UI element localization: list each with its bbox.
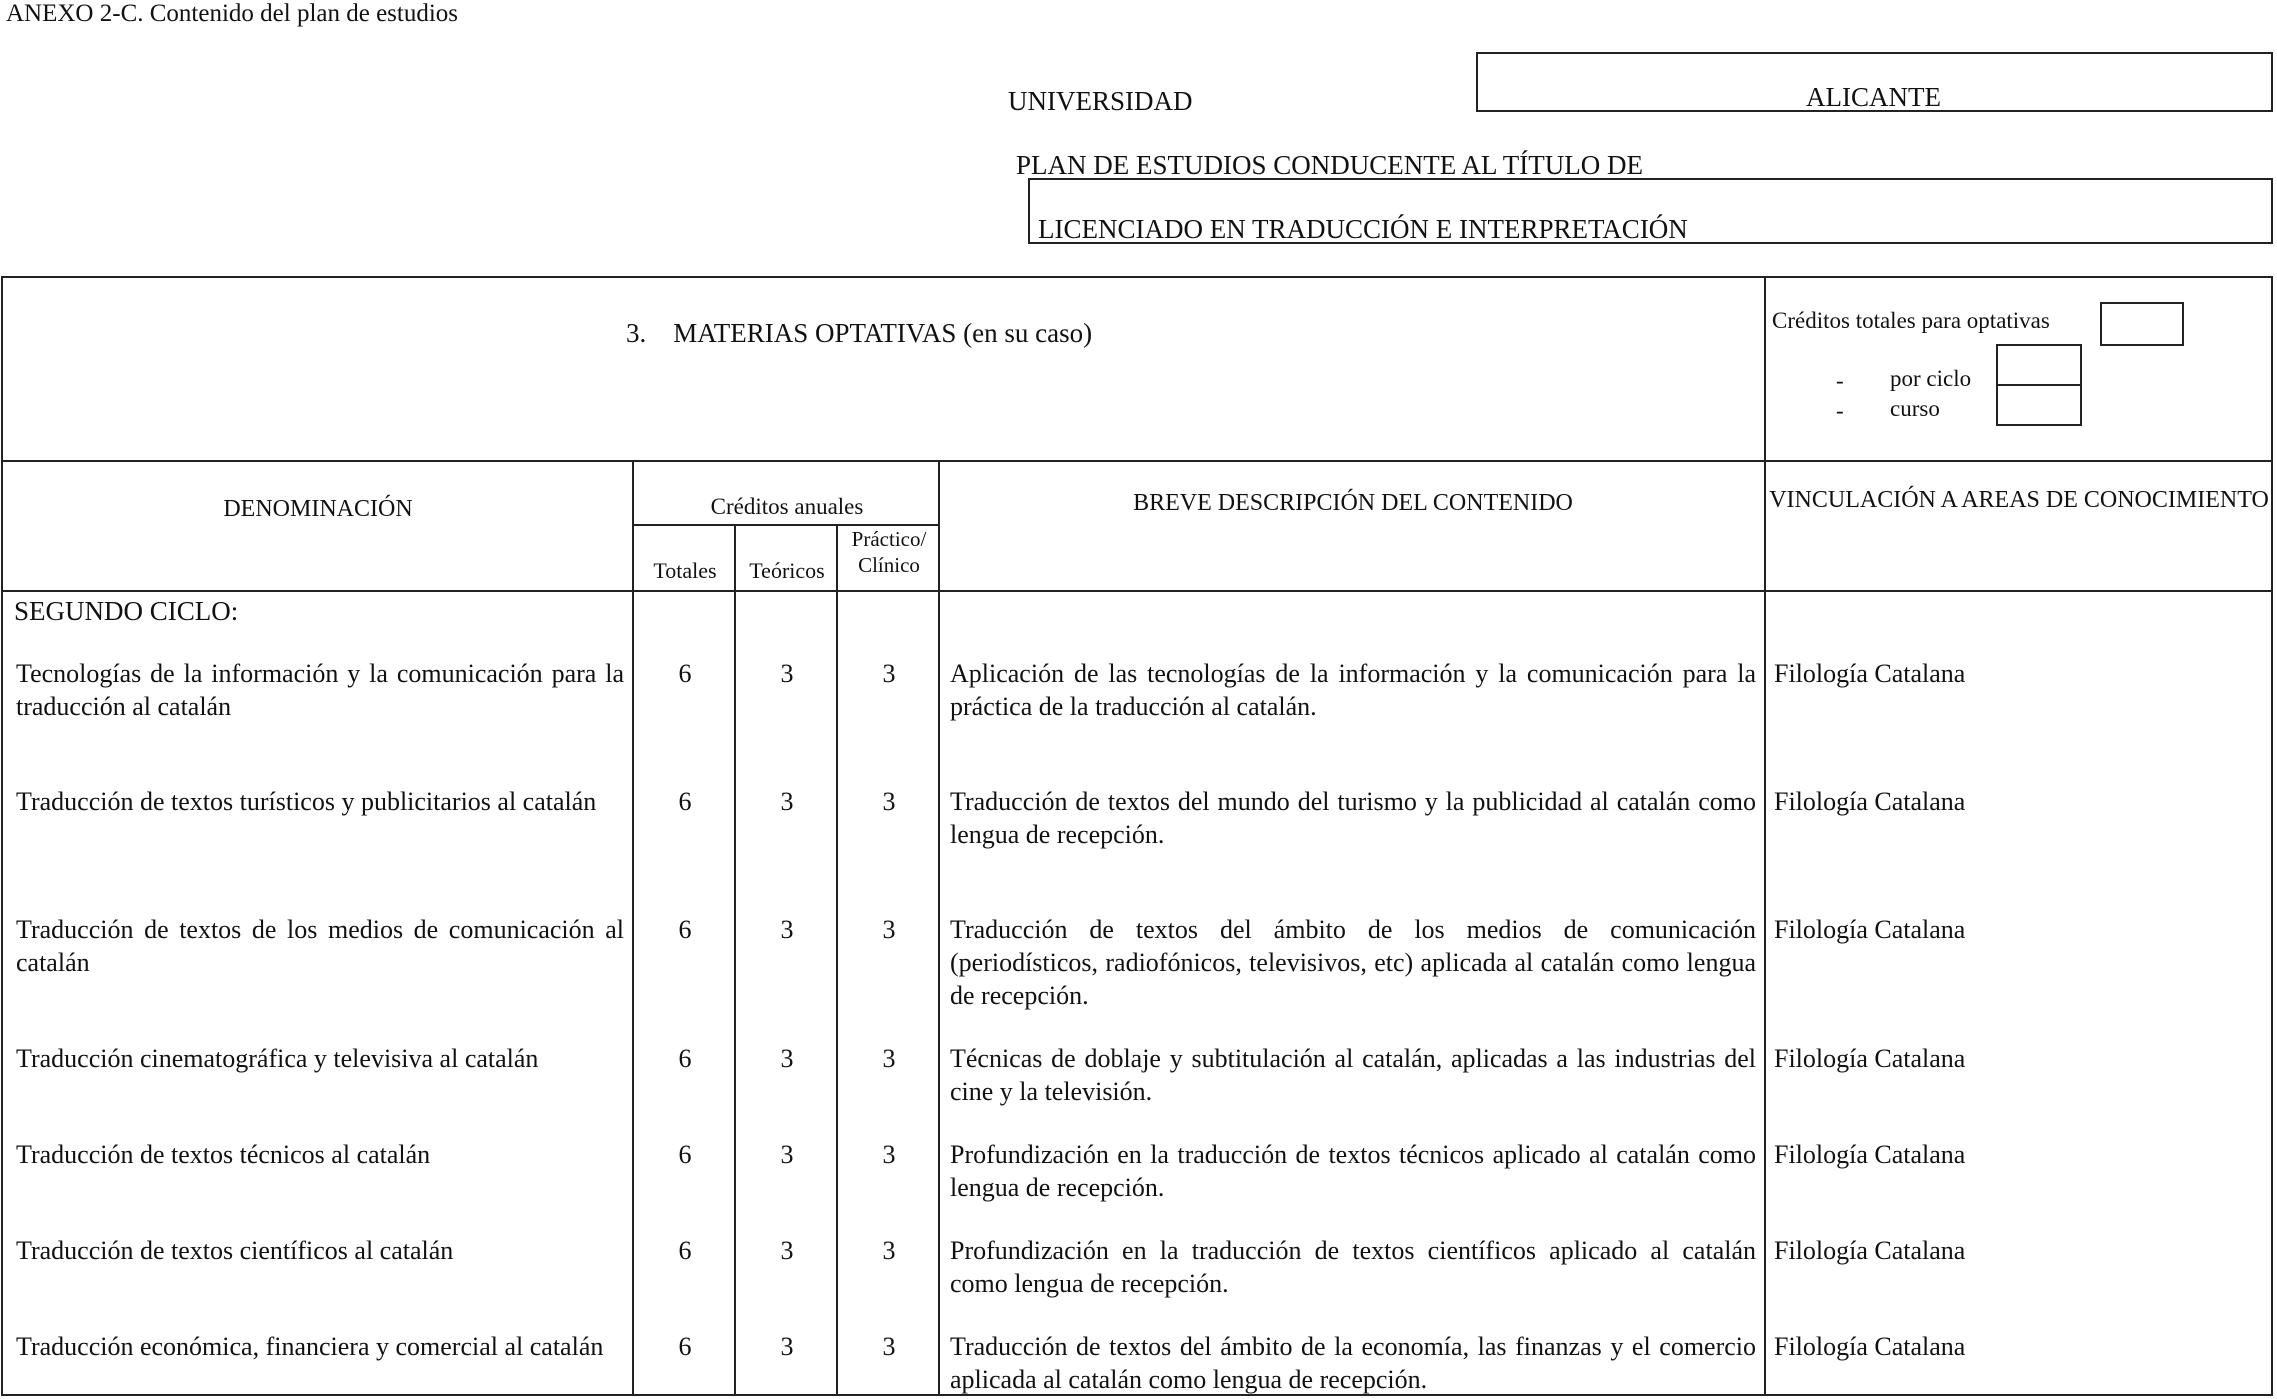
credits-totales: 6 xyxy=(678,1044,692,1073)
course-name: Traducción económica, financiera y comercial al catalán xyxy=(16,1332,604,1361)
credits-practicos: 3 xyxy=(882,1140,896,1169)
credits-teoricos: 3 xyxy=(780,915,794,944)
table-divider xyxy=(1,460,2273,462)
university-label: UNIVERSIDAD xyxy=(1008,86,1193,116)
credits-teoricos: 3 xyxy=(780,787,794,816)
credits-totales: 6 xyxy=(678,1236,692,1265)
cycle-course-box-divider xyxy=(1996,384,2082,386)
knowledge-area: Filología Catalana xyxy=(1774,1044,1966,1073)
credits-total-label: Créditos totales para optativas xyxy=(1772,308,2050,333)
course-description: Traducción de textos del ámbito de la economía, las finanzas y el comercio aplicada al catalán como lengua de recepción. xyxy=(950,1332,1756,1394)
credits-totales: 6 xyxy=(678,915,692,944)
course-name: Traducción de textos técnicos al catalán xyxy=(16,1140,431,1169)
table-divider xyxy=(1764,276,1766,1396)
section-heading: 3. MATERIAS OPTATIVAS (en su caso) xyxy=(626,318,1093,348)
column-header-practico: Práctico/ Clínico xyxy=(851,527,927,577)
credits-teoricos: 3 xyxy=(780,1140,794,1169)
course-name: Tecnologías de la información y la comunicación para la traducción al catalán xyxy=(16,659,624,721)
por-ciclo-label: por ciclo xyxy=(1890,366,1972,391)
credits-teoricos: 3 xyxy=(780,659,794,688)
knowledge-area: Filología Catalana xyxy=(1774,1236,1966,1265)
curso-label: curso xyxy=(1890,396,1940,421)
course-description: Aplicación de las tecnologías de la información y la comunicación para la práctica de la traducción al catalán. xyxy=(950,659,1756,721)
column-header-denominacion: DENOMINACIÓN xyxy=(223,496,413,522)
plan-label: PLAN DE ESTUDIOS CONDUCENTE AL TÍTULO DE xyxy=(1016,150,1643,180)
dash-marker: - xyxy=(1836,398,1844,423)
credits-practicos: 3 xyxy=(882,787,896,816)
credits-practicos: 3 xyxy=(882,1044,896,1073)
credits-teoricos: 3 xyxy=(780,1044,794,1073)
credits-practicos: 3 xyxy=(882,915,896,944)
column-header-vinculacion: VINCULACIÓN A AREAS DE CONOCIMIENTO xyxy=(1769,487,2269,513)
column-header-teoricos: Teóricos xyxy=(749,558,825,583)
course-name: Traducción de textos científicos al catalán xyxy=(16,1236,454,1265)
credits-totales: 6 xyxy=(678,787,692,816)
knowledge-area: Filología Catalana xyxy=(1774,1140,1966,1169)
course-description: Traducción de textos del ámbito de los medios de comunicación (periodísticos, radiofónicos, televisivos, etc) aplicada al catalán como lengua de recepción. xyxy=(950,915,1756,1010)
credits-practicos: 3 xyxy=(882,1332,896,1361)
table-divider xyxy=(1,590,2273,592)
dash-marker: - xyxy=(1836,368,1844,393)
course-name: Traducción de textos turísticos y publicitarios al catalán xyxy=(16,787,597,816)
column-header-creditos: Créditos anuales xyxy=(710,494,864,519)
credits-practicos: 3 xyxy=(882,659,896,688)
knowledge-area: Filología Catalana xyxy=(1774,1332,1966,1361)
credits-teoricos: 3 xyxy=(780,1236,794,1265)
knowledge-area: Filología Catalana xyxy=(1774,787,1966,816)
knowledge-area: Filología Catalana xyxy=(1774,915,1966,944)
credits-total-box xyxy=(2100,302,2184,346)
course-description: Traducción de textos del mundo del turismo y la publicidad al catalán como lengua de recepción. xyxy=(950,787,1756,849)
credits-teoricos: 3 xyxy=(780,1332,794,1361)
university-value: ALICANTE xyxy=(1806,82,1941,112)
cycle-label: SEGUNDO CICLO: xyxy=(14,596,239,626)
degree-title-value: LICENCIADO EN TRADUCCIÓN E INTERPRETACIÓN xyxy=(1038,214,1688,244)
credits-totales: 6 xyxy=(678,1140,692,1169)
course-description: Profundización en la traducción de textos científicos aplicado al catalán como lengua de recepción. xyxy=(950,1236,1756,1298)
credits-totales: 6 xyxy=(678,659,692,688)
credits-totales: 6 xyxy=(678,1332,692,1361)
course-description: Profundización en la traducción de textos técnicos aplicado al catalán como lengua de recepción. xyxy=(950,1140,1756,1202)
knowledge-area: Filología Catalana xyxy=(1774,659,1966,688)
course-name: Traducción de textos de los medios de comunicación al catalán xyxy=(16,915,624,977)
course-description: Técnicas de doblaje y subtitulación al catalán, aplicadas a las industrias del cine y la televisión. xyxy=(950,1044,1756,1106)
credits-practicos: 3 xyxy=(882,1236,896,1265)
annex-title: ANEXO 2-C. Contenido del plan de estudios xyxy=(6,0,459,27)
column-header-totales: Totales xyxy=(653,558,717,583)
column-header-descripcion: BREVE DESCRIPCIÓN DEL CONTENIDO xyxy=(1133,490,1573,516)
course-name: Traducción cinematográfica y televisiva al catalán xyxy=(16,1044,539,1073)
